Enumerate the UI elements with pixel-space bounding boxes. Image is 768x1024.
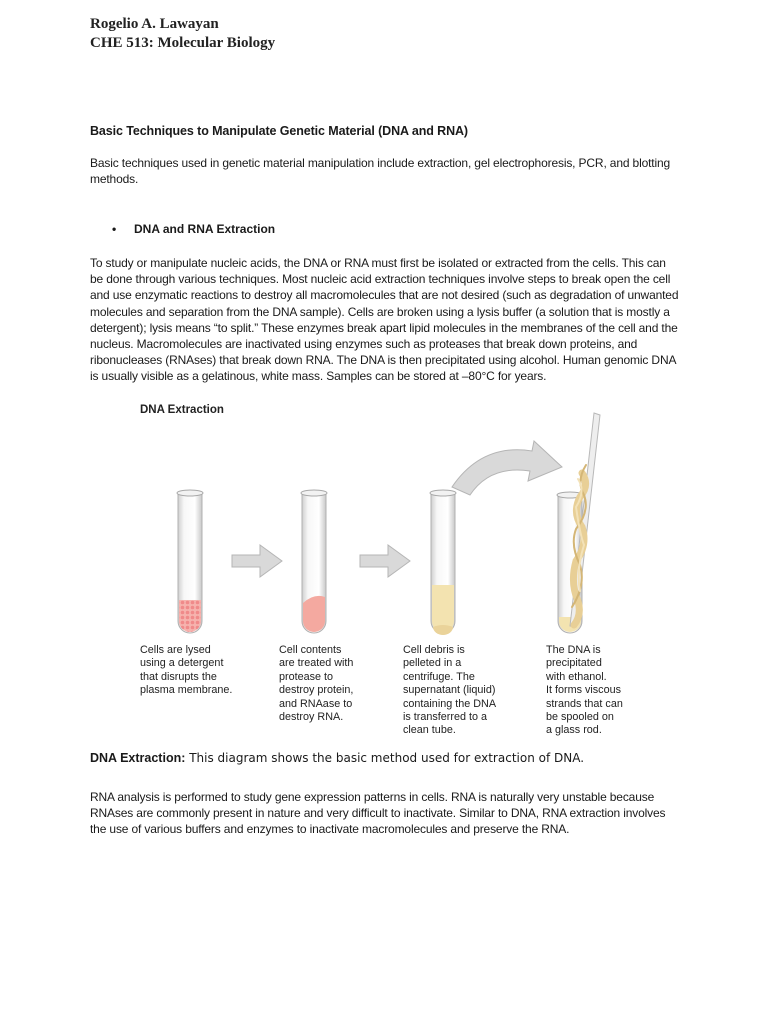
glass-rod-icon (570, 413, 600, 627)
test-tube-1 (177, 490, 203, 633)
step-arrow-1 (232, 545, 282, 577)
test-tube-3 (430, 490, 456, 635)
transfer-arrow (452, 441, 562, 495)
intro-paragraph: Basic techniques used in genetic material manipulation include extraction, gel electrophoresis, PCR, and blotting methods. (90, 156, 671, 187)
step-3-label: Cell debris is pelleted in a centrifuge. The supernatant (liquid) containing the DNA is transferred to a clean tube. (403, 644, 497, 737)
step-2-label: Cell contents are treated with protease to destroy protein, and RNAase to destroy RNA. (279, 644, 354, 724)
caption-label: DNA Extraction: (90, 751, 186, 765)
caption-text: This diagram shows the basic method used for extraction of DNA. (185, 751, 585, 765)
test-tube-2 (301, 490, 327, 633)
diagram-illustration (130, 395, 650, 645)
course-title: CHE 513: Molecular Biology (90, 35, 276, 51)
bullet-item (112, 222, 275, 236)
dna-extraction-diagram (130, 395, 650, 750)
rna-paragraph: RNA analysis is performed to study gene expression patterns in cells. RNA is naturally very unstable because RNAses are commonly present in nature and very difficult to inactivate. Similar to DNA, RNA extraction involves the use of various buffers and enzymes to inactivate macromolecules and preserve the RNA. (90, 790, 666, 837)
diagram-title: DNA Extraction (140, 404, 224, 416)
author-name: Rogelio A. Lawayan (90, 16, 219, 32)
author-block (90, 15, 275, 53)
bullet-icon: • (112, 222, 117, 236)
step-arrow-2 (360, 545, 410, 577)
section-heading: Basic Techniques to Manipulate Genetic Material (DNA and RNA) (90, 124, 468, 138)
bullet-label: DNA and RNA Extraction (134, 222, 276, 236)
figure-caption (90, 751, 584, 765)
step-1-label: Cells are lysed using a detergent that disrupts the plasma membrane. (140, 644, 233, 697)
extraction-paragraph: To study or manipulate nucleic acids, the DNA or RNA must first be isolated or extracted from the cells. This can be done through various techniques. Most nucleic acid extraction techniques involve steps to break open the cell and use enzymatic reactions to destroy all macromolecules that are not desired (such as degradation of unwanted molecules and separation from the DNA sample). Cells are broken using a lysis buffer (a solution that is mostly a detergent); lysis means “to split.” These enzymes break apart lipid molecules in the membranes of the cell and the nucleus. Macromolecules are inactivated using enzymes such as proteases that break down proteins, and ribonucleases (RNAses) that break down RNA. The DNA is then precipitated using alcohol. Human genomic DNA is usually visible as a gelatinous, white mass. Samples can be stored at –80°C for years. (90, 256, 679, 384)
step-4-label: The DNA is precipitated with ethanol. It forms viscous strands that can be spooled on a glass rod. (546, 644, 623, 737)
